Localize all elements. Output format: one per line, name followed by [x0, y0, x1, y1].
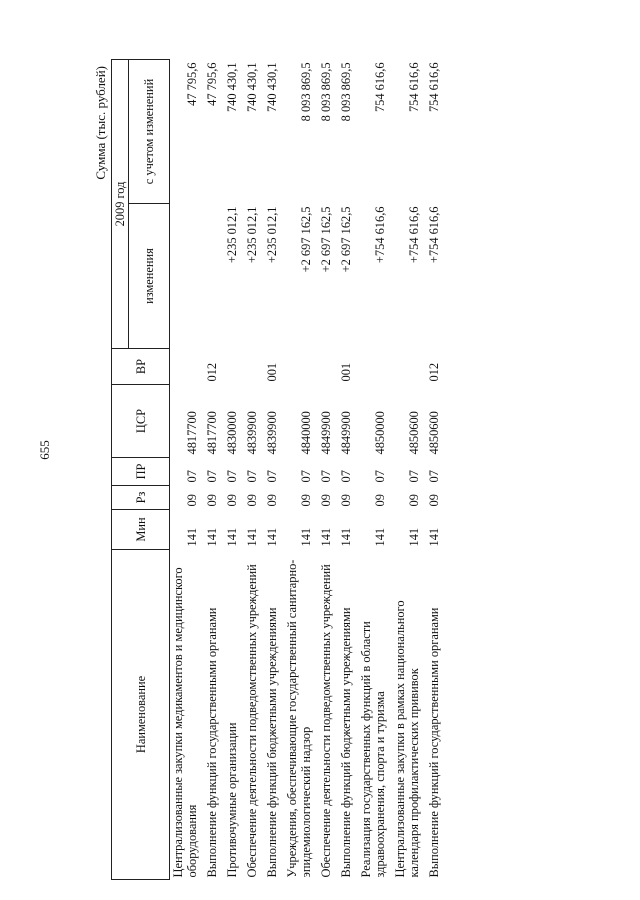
header-rz: Рз: [112, 486, 170, 510]
cell-csr: 4830000: [225, 411, 239, 455]
cell-vr: [318, 349, 338, 385]
cell-rz: 09: [319, 494, 333, 507]
header-with-changes: с учетом изменений: [129, 59, 170, 203]
cell-pr: 07: [407, 470, 421, 483]
cell-change: +235 012,1: [245, 206, 259, 264]
table-row: [284, 59, 318, 879]
cell-total: 8 093 869,5: [339, 62, 353, 122]
cell-csr: 4817700: [205, 411, 219, 455]
table-row: [244, 59, 264, 879]
cell-vr: [244, 349, 264, 385]
cell-vr: 012: [205, 362, 219, 382]
cell-change: +2 697 162,5: [299, 206, 313, 273]
cell-pr: 07: [265, 470, 279, 483]
cell-vr: [224, 349, 244, 385]
cell-rz: 09: [185, 494, 199, 507]
cell-rz: 09: [373, 494, 387, 507]
cell-rz: 09: [427, 494, 441, 507]
cell-min: 141: [205, 527, 219, 547]
cell-min: 141: [299, 527, 313, 547]
table-row: [392, 59, 426, 879]
table-row: [426, 59, 446, 879]
cell-rz: 09: [205, 494, 219, 507]
cell-pr: 07: [299, 470, 313, 483]
cell-change: +2 697 162,5: [339, 206, 353, 273]
table-row: [338, 59, 358, 879]
cell-csr: 4817700: [185, 411, 199, 455]
cell-vr: [284, 349, 318, 385]
cell-name: Выполнение функций бюджетными учреждениями: [265, 607, 279, 878]
cell-total: 8 093 869,5: [299, 62, 313, 122]
cell-pr: 07: [185, 470, 199, 483]
cell-change: +2 697 162,5: [319, 206, 333, 273]
cell-total: 740 430,1: [225, 62, 239, 113]
cell-change: +235 012,1: [265, 206, 279, 264]
cell-rz: 09: [299, 494, 313, 507]
cell-min: 141: [245, 527, 259, 547]
cell-pr: 07: [319, 470, 333, 483]
cell-min: 141: [265, 527, 279, 547]
header-vr: ВР: [112, 349, 170, 385]
cell-total: 47 795,6: [205, 62, 219, 106]
cell-vr: [170, 349, 205, 385]
cell-vr: 001: [339, 362, 353, 382]
header-year: 2009 год: [112, 59, 129, 348]
cell-change: +754 616,6: [407, 206, 421, 264]
cell-min: 141: [225, 527, 239, 547]
cell-min: 141: [373, 527, 387, 547]
cell-total: 740 430,1: [265, 62, 279, 113]
cell-vr: [392, 349, 426, 385]
cell-total: 47 795,6: [185, 62, 199, 106]
cell-csr: 4840000: [299, 411, 313, 455]
table-body: [170, 59, 447, 879]
cell-pr: 07: [427, 470, 441, 483]
header-min: Мин: [112, 510, 170, 550]
cell-rz: 09: [265, 494, 279, 507]
cell-name: Централизованные закупки в рамках национального календаря профилактических прививок: [393, 600, 421, 878]
header-pr: ПР: [112, 458, 170, 486]
cell-name: Противочумные организации: [225, 722, 239, 878]
table-row: [358, 59, 392, 879]
cell-min: 141: [185, 527, 199, 547]
cell-name: Обеспечение деятельности подведомственных учреждений: [245, 564, 259, 878]
cell-min: 141: [407, 527, 421, 547]
cell-name: Централизованные закупки медикаментов и медицинского оборудования: [171, 567, 199, 878]
cell-rz: 09: [245, 494, 259, 507]
cell-pr: 07: [245, 470, 259, 483]
table-row: [204, 59, 224, 879]
cell-csr: 4849900: [339, 411, 353, 455]
cell-rz: 09: [339, 494, 353, 507]
cell-name: Выполнение функций государственными органами: [427, 607, 441, 878]
cell-change: +754 616,6: [373, 206, 387, 264]
budget-table-sheet: [95, 60, 565, 880]
table-row: [170, 59, 205, 879]
cell-min: 141: [339, 527, 353, 547]
cell-min: 141: [319, 527, 333, 547]
cell-pr: 07: [225, 470, 239, 483]
cell-total: 754 616,6: [407, 62, 421, 113]
cell-total: 8 093 869,5: [319, 62, 333, 122]
cell-pr: 07: [205, 470, 219, 483]
table-row: [318, 59, 338, 879]
units-caption: Сумма (тыс. рублей): [93, 66, 108, 180]
cell-vr: 012: [427, 362, 441, 382]
cell-change: [170, 204, 205, 349]
header-name: Наименование: [112, 550, 170, 880]
cell-total: 754 616,6: [373, 62, 387, 113]
cell-change: [204, 204, 224, 349]
cell-change: +235 012,1: [225, 206, 239, 264]
table-row: [264, 59, 284, 879]
cell-vr: [358, 349, 392, 385]
header-changes: изменения: [129, 204, 170, 349]
cell-change: +754 616,6: [427, 206, 441, 264]
table-row: [224, 59, 244, 879]
cell-name: Выполнение функций государственными органами: [205, 607, 219, 878]
cell-name: Реализация государственных функций в области здравоохранения, спорта и туризма: [359, 621, 387, 878]
cell-csr: 4839900: [245, 411, 259, 455]
cell-pr: 07: [373, 470, 387, 483]
cell-rz: 09: [225, 494, 239, 507]
page-number: 655: [37, 440, 52, 460]
budget-table: [111, 59, 446, 880]
cell-csr: 4849900: [319, 411, 333, 455]
cell-csr: 4850000: [373, 411, 387, 455]
cell-name: Учреждения, обеспечивающие государственный санитарно-эпидемиологический надзор: [285, 559, 313, 878]
cell-total: 740 430,1: [245, 62, 259, 113]
cell-name: Выполнение функций бюджетными учреждениями: [339, 607, 353, 878]
cell-csr: 4850600: [407, 411, 421, 455]
cell-pr: 07: [339, 470, 353, 483]
cell-total: 754 616,6: [427, 62, 441, 113]
cell-name: Обеспечение деятельности подведомственных учреждений: [319, 564, 333, 878]
cell-csr: 4850600: [427, 411, 441, 455]
cell-csr: 4839900: [265, 411, 279, 455]
cell-rz: 09: [407, 494, 421, 507]
header-csr: ЦСР: [112, 385, 170, 458]
cell-vr: 001: [265, 362, 279, 382]
cell-min: 141: [427, 527, 441, 547]
